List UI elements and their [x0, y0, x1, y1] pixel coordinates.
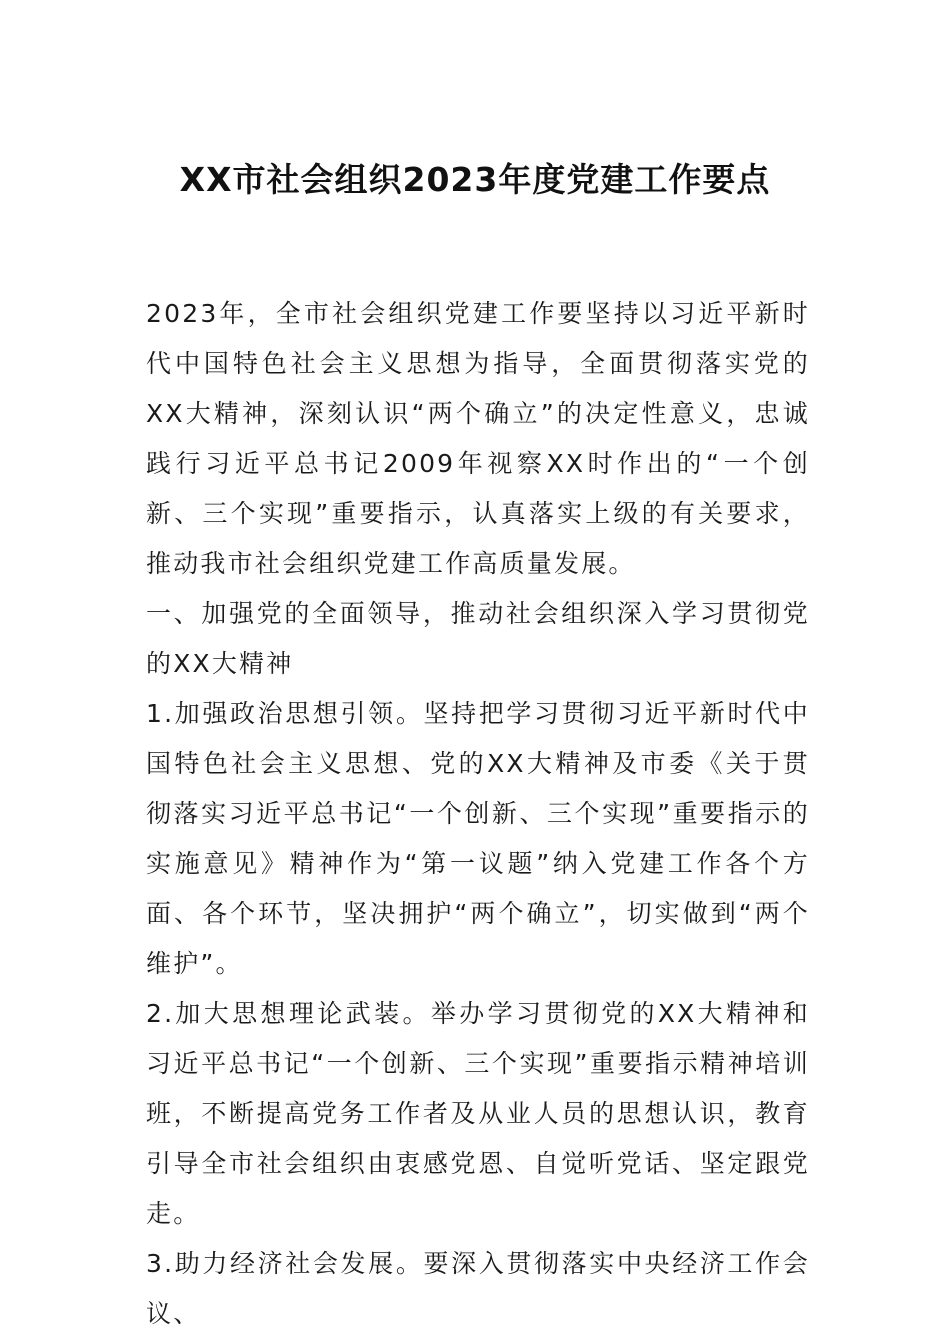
item-3-paragraph: 3.助力经济社会发展。要深入贯彻落实中央经济工作会议、 [146, 1249, 810, 1328]
intro-paragraph: 2023年，全市社会组织党建工作要坚持以习近平新时代中国特色社会主义思想为指导，全面贯彻落实党的XX大精神，深刻认识“两个确立”的决定性意义，忠诚践行习近平总书记2009年视察XX时作出的“一个创新、三个实现”重要指示，认真落实上级的有关要求，推动我市社会组织党建工作高质量发展。 [146, 299, 810, 578]
item-1-paragraph: 1.加强政治思想引领。坚持把学习贯彻习近平新时代中国特色社会主义思想、党的XX大精神及市委《关于贯彻落实习近平总书记“一个创新、三个实现”重要指示的实施意见》精神作为“第一议题”纳入党建工作各个方面、各个环节，坚决拥护“两个确立”，切实做到“两个维护”。 [146, 699, 810, 978]
section-1-heading: 一、加强党的全面领导，推动社会组织深入学习贯彻党的XX大精神 [146, 599, 810, 678]
item-2-paragraph: 2.加大思想理论武装。举办学习贯彻党的XX大精神和习近平总书记“一个创新、三个实现”重要指示精神培训班，不断提高党务工作者及从业人员的思想认识，教育引导全市社会组织由衷感党恩、自觉听党话、坚定跟党走。 [146, 999, 810, 1228]
document-title: XX市社会组织2023年度党建工作要点 [179, 160, 771, 199]
document-body [146, 289, 810, 1339]
